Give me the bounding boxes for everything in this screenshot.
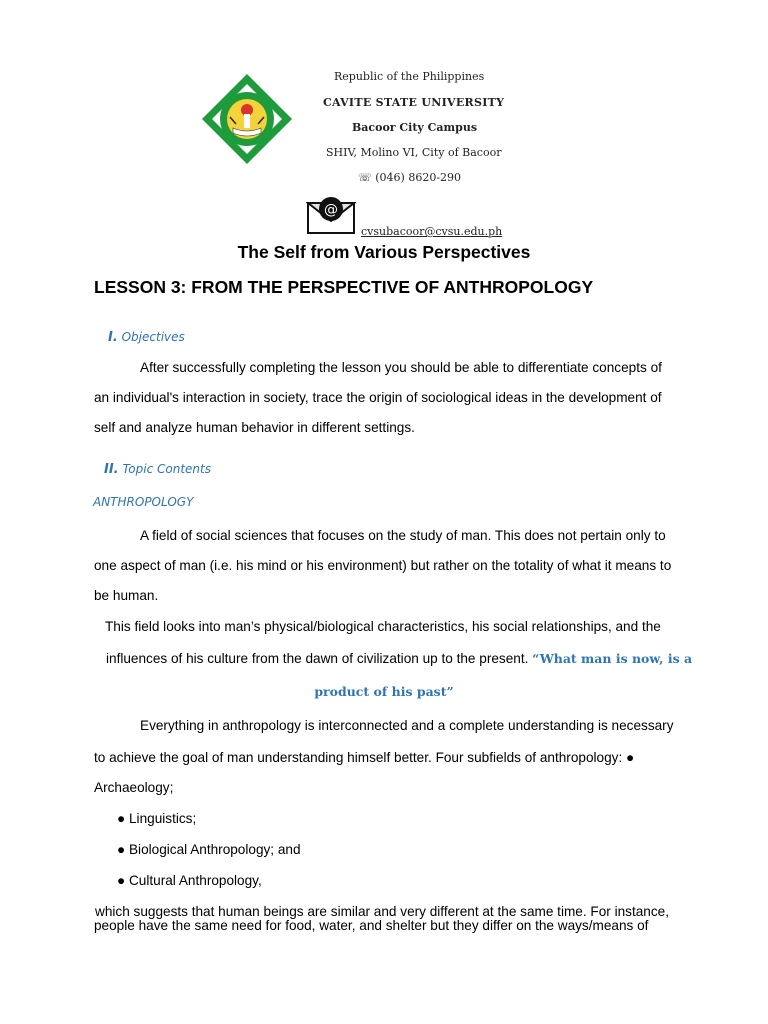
paragraph-line: Archaeology; xyxy=(94,780,174,795)
email-link[interactable]: cvsubacoor@cvsu.edu.ph xyxy=(361,225,503,238)
university-seal-logo xyxy=(200,72,294,166)
lesson-heading: LESSON 3: FROM THE PERSPECTIVE OF ANTHROPOLOGY xyxy=(94,277,594,297)
paragraph-line: to achieve the goal of man understanding himself better. Four subfields of anthropology: ● xyxy=(94,750,635,765)
section-label: Objectives xyxy=(121,330,185,344)
paragraph-line: self and analyze human behavior in different settings. xyxy=(94,420,415,435)
section-label: Topic Contents xyxy=(122,462,211,476)
header-address: SHIV, Molino VI, City of Bacoor xyxy=(326,146,502,159)
section-topics-heading xyxy=(104,462,211,477)
paragraph-line: be human. xyxy=(94,588,159,603)
anthropology-subheading: ANTHROPOLOGY xyxy=(93,495,194,509)
list-item: ● Biological Anthropology; and xyxy=(117,842,301,857)
envelope-icon xyxy=(306,193,356,235)
section-number: I. xyxy=(108,330,118,345)
section-objectives-heading xyxy=(108,330,185,345)
paragraph-line: This field looks into man’s physical/biological characteristics, his social relationships, and the xyxy=(105,619,661,634)
section-number: II. xyxy=(104,462,119,477)
quote-text-continued: product of his past” xyxy=(314,684,454,699)
paragraph-line xyxy=(106,651,692,666)
paragraph-text: influences of his culture from the dawn of civilization up to the present. xyxy=(106,651,529,666)
header-university: CAVITE STATE UNIVERSITY xyxy=(323,96,505,109)
paragraph-line: After successfully completing the lesson you should be able to differentiate concepts of xyxy=(140,360,662,375)
header-phone: ☏ (046) 8620-290 xyxy=(358,171,462,184)
header-country: Republic of the Philippines xyxy=(334,70,485,83)
list-item: ● Linguistics; xyxy=(117,811,197,826)
document-title: The Self from Various Perspectives xyxy=(237,242,531,262)
header-campus: Bacoor City Campus xyxy=(352,121,478,134)
paragraph-line: which suggests that human beings are similar and very different at the same time. For instance, xyxy=(95,904,669,919)
paragraph-line: one aspect of man (i.e. his mind or his environment) but rather on the totality of what it means to xyxy=(94,558,672,573)
paragraph-line: people have the same need for food, water, and shelter but they differ on the ways/means of xyxy=(94,918,649,933)
quote-text: “What man is now, is a xyxy=(532,651,693,666)
list-item: ● Cultural Anthropology, xyxy=(117,873,262,888)
paragraph-line: Everything in anthropology is interconnected and a complete understanding is necessary xyxy=(140,718,674,733)
paragraph-line: A field of social sciences that focuses on the study of man. This does not pertain only to xyxy=(140,528,666,543)
paragraph-line: an individual's interaction in society, trace the origin of sociological ideas in the development of xyxy=(94,390,662,405)
svg-text:@: @ xyxy=(324,202,338,218)
